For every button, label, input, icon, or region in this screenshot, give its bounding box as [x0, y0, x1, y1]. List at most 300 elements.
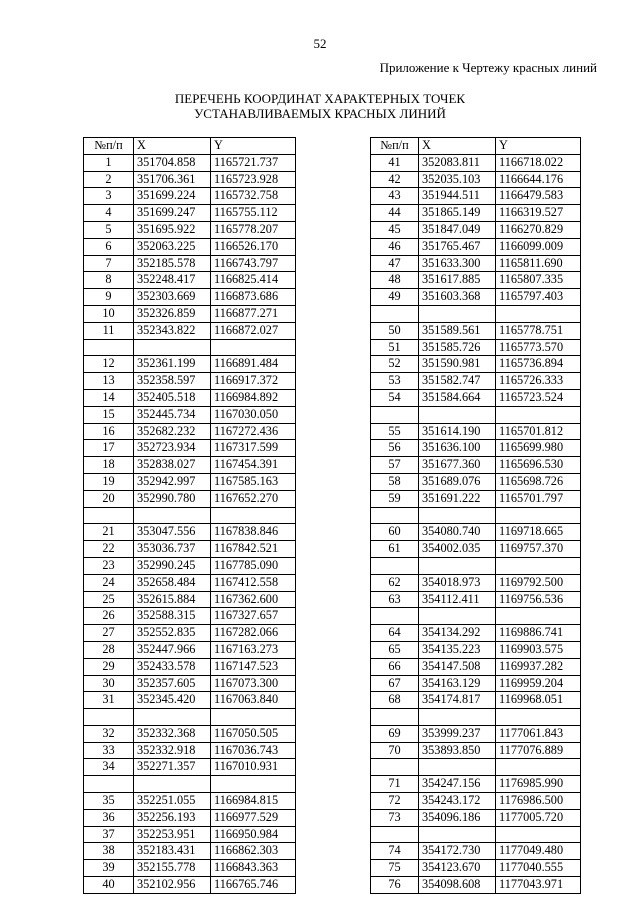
x-coordinate-cell	[134, 709, 211, 726]
point-number-cell: 8	[84, 272, 134, 289]
table-row	[84, 692, 296, 709]
table-row	[84, 793, 296, 810]
table-row	[84, 490, 296, 507]
y-coordinate-cell	[211, 339, 296, 356]
point-number-cell: 74	[371, 843, 419, 860]
table-row	[84, 272, 296, 289]
x-coordinate-cell: 352332.918	[134, 742, 211, 759]
table-row	[371, 389, 581, 406]
table-row	[371, 238, 581, 255]
x-coordinate-cell	[419, 608, 496, 625]
x-coordinate-cell: 351695.922	[134, 221, 211, 238]
point-number-cell: 14	[84, 389, 134, 406]
x-coordinate-cell	[134, 339, 211, 356]
point-number-cell: 70	[371, 742, 419, 759]
y-coordinate-cell	[496, 507, 581, 524]
x-coordinate-cell	[419, 305, 496, 322]
y-coordinate-cell: 1177043.971	[496, 877, 581, 894]
y-coordinate-cell: 1165723.524	[496, 389, 581, 406]
point-number-cell: 50	[371, 322, 419, 339]
x-coordinate-cell: 352361.199	[134, 356, 211, 373]
y-coordinate-cell: 1166843.363	[211, 860, 296, 877]
x-coordinate-cell: 352248.417	[134, 272, 211, 289]
table-row	[84, 171, 296, 188]
x-coordinate-cell: 352185.578	[134, 255, 211, 272]
y-coordinate-cell: 1166950.984	[211, 826, 296, 843]
x-coordinate-cell: 351847.049	[419, 221, 496, 238]
table-row	[371, 457, 581, 474]
point-number-cell	[371, 305, 419, 322]
y-coordinate-cell	[496, 759, 581, 776]
table-row	[84, 423, 296, 440]
table-row	[84, 809, 296, 826]
point-number-cell	[84, 339, 134, 356]
x-coordinate-cell: 352990.780	[134, 490, 211, 507]
table-row	[84, 305, 296, 322]
y-coordinate-cell	[496, 826, 581, 843]
table-row	[84, 406, 296, 423]
table-row	[371, 188, 581, 205]
y-coordinate-cell: 1165721.737	[211, 154, 296, 171]
point-number-cell: 11	[84, 322, 134, 339]
table-header-row	[371, 138, 581, 155]
y-coordinate-cell	[496, 709, 581, 726]
y-coordinate-cell	[211, 507, 296, 524]
point-number-cell: 36	[84, 809, 134, 826]
x-coordinate-cell: 352405.518	[134, 389, 211, 406]
x-coordinate-cell: 352357.605	[134, 675, 211, 692]
x-coordinate-cell: 352343.822	[134, 322, 211, 339]
y-coordinate-cell: 1166891.484	[211, 356, 296, 373]
x-coordinate-cell: 354002.035	[419, 541, 496, 558]
point-number-cell: 22	[84, 541, 134, 558]
point-number-cell	[84, 507, 134, 524]
y-coordinate-cell: 1169757.370	[496, 541, 581, 558]
table-row	[84, 826, 296, 843]
x-coordinate-cell: 351585.726	[419, 339, 496, 356]
point-number-cell: 17	[84, 440, 134, 457]
table-separator-row	[371, 305, 581, 322]
table-row	[84, 389, 296, 406]
point-number-cell: 27	[84, 625, 134, 642]
y-coordinate-cell: 1165696.530	[496, 457, 581, 474]
y-coordinate-cell: 1165736.894	[496, 356, 581, 373]
x-coordinate-cell: 351691.222	[419, 490, 496, 507]
header-x: X	[419, 138, 496, 155]
x-coordinate-cell: 354018.973	[419, 574, 496, 591]
x-coordinate-cell: 354080.740	[419, 524, 496, 541]
y-coordinate-cell: 1167362.600	[211, 591, 296, 608]
y-coordinate-cell: 1177076.889	[496, 742, 581, 759]
table-row	[84, 373, 296, 390]
y-coordinate-cell: 1165723.928	[211, 171, 296, 188]
header-y: Y	[496, 138, 581, 155]
point-number-cell: 25	[84, 591, 134, 608]
x-coordinate-cell: 351677.360	[419, 457, 496, 474]
table-row	[371, 541, 581, 558]
y-coordinate-cell: 1165732.758	[211, 188, 296, 205]
point-number-cell: 67	[371, 675, 419, 692]
x-coordinate-cell: 352682.232	[134, 423, 211, 440]
table-row	[84, 759, 296, 776]
table-row	[371, 524, 581, 541]
y-coordinate-cell: 1166917.372	[211, 373, 296, 390]
point-number-cell: 65	[371, 641, 419, 658]
point-number-cell: 1	[84, 154, 134, 171]
point-number-cell: 56	[371, 440, 419, 457]
table-row	[371, 440, 581, 457]
table-row	[84, 221, 296, 238]
x-coordinate-cell: 352332.368	[134, 725, 211, 742]
y-coordinate-cell: 1166479.583	[496, 188, 581, 205]
table-separator-row	[371, 709, 581, 726]
table-row	[84, 641, 296, 658]
y-coordinate-cell: 1166984.815	[211, 793, 296, 810]
y-coordinate-cell: 1167585.163	[211, 473, 296, 490]
table-row	[371, 322, 581, 339]
table-row	[84, 541, 296, 558]
x-coordinate-cell: 352083.811	[419, 154, 496, 171]
point-number-cell: 7	[84, 255, 134, 272]
point-number-cell: 68	[371, 692, 419, 709]
y-coordinate-cell: 1169718.665	[496, 524, 581, 541]
y-coordinate-cell: 1165755.112	[211, 205, 296, 222]
table-separator-row	[371, 608, 581, 625]
x-coordinate-cell: 351582.747	[419, 373, 496, 390]
x-coordinate-cell	[419, 406, 496, 423]
x-coordinate-cell: 352358.597	[134, 373, 211, 390]
y-coordinate-cell: 1165807.335	[496, 272, 581, 289]
point-number-cell: 32	[84, 725, 134, 742]
y-coordinate-cell: 1169756.536	[496, 591, 581, 608]
table-row	[84, 356, 296, 373]
y-coordinate-cell: 1166872.027	[211, 322, 296, 339]
y-coordinate-cell: 1167785.090	[211, 557, 296, 574]
y-coordinate-cell	[496, 557, 581, 574]
x-coordinate-cell: 353893.850	[419, 742, 496, 759]
x-coordinate-cell: 352838.027	[134, 457, 211, 474]
point-number-cell: 31	[84, 692, 134, 709]
y-coordinate-cell: 1167838.846	[211, 524, 296, 541]
y-coordinate-cell: 1166099.009	[496, 238, 581, 255]
y-coordinate-cell: 1169959.204	[496, 675, 581, 692]
y-coordinate-cell: 1167317.599	[211, 440, 296, 457]
table-row	[371, 793, 581, 810]
point-number-cell: 26	[84, 608, 134, 625]
coordinates-table-left	[83, 137, 296, 894]
y-coordinate-cell: 1169792.500	[496, 574, 581, 591]
y-coordinate-cell: 1166862.303	[211, 843, 296, 860]
x-coordinate-cell: 352256.193	[134, 809, 211, 826]
x-coordinate-cell: 352035.103	[419, 171, 496, 188]
x-coordinate-cell: 353036.737	[134, 541, 211, 558]
point-number-cell: 28	[84, 641, 134, 658]
point-number-cell: 6	[84, 238, 134, 255]
x-coordinate-cell: 352155.778	[134, 860, 211, 877]
y-coordinate-cell: 1167842.521	[211, 541, 296, 558]
table-row	[371, 641, 581, 658]
table-row	[371, 675, 581, 692]
table-row	[84, 658, 296, 675]
x-coordinate-cell: 351699.224	[134, 188, 211, 205]
point-number-cell: 60	[371, 524, 419, 541]
y-coordinate-cell: 1166977.529	[211, 809, 296, 826]
point-number-cell: 59	[371, 490, 419, 507]
x-coordinate-cell: 354174.817	[419, 692, 496, 709]
point-number-cell: 53	[371, 373, 419, 390]
table-row	[371, 843, 581, 860]
x-coordinate-cell: 351617.885	[419, 272, 496, 289]
x-coordinate-cell: 354134.292	[419, 625, 496, 642]
header-x: X	[134, 138, 211, 155]
x-coordinate-cell: 351944.511	[419, 188, 496, 205]
table-row	[84, 725, 296, 742]
point-number-cell: 15	[84, 406, 134, 423]
point-number-cell: 69	[371, 725, 419, 742]
point-number-cell: 34	[84, 759, 134, 776]
x-coordinate-cell	[419, 759, 496, 776]
table-row	[371, 742, 581, 759]
table-row	[84, 524, 296, 541]
appendix-caption: Приложение к Чертежу красных линий	[379, 60, 597, 75]
x-coordinate-cell: 353999.237	[419, 725, 496, 742]
table-header-row	[84, 138, 296, 155]
x-coordinate-cell: 351699.247	[134, 205, 211, 222]
y-coordinate-cell: 1165811.690	[496, 255, 581, 272]
point-number-cell	[84, 776, 134, 793]
point-number-cell: 24	[84, 574, 134, 591]
table-row	[84, 591, 296, 608]
point-number-cell: 23	[84, 557, 134, 574]
table-row	[371, 692, 581, 709]
y-coordinate-cell	[211, 709, 296, 726]
point-number-cell: 73	[371, 809, 419, 826]
point-number-cell: 41	[371, 154, 419, 171]
y-coordinate-cell	[496, 406, 581, 423]
y-coordinate-cell: 1167454.391	[211, 457, 296, 474]
point-number-cell: 3	[84, 188, 134, 205]
table-row	[84, 457, 296, 474]
y-coordinate-cell: 1165778.751	[496, 322, 581, 339]
table-row	[371, 373, 581, 390]
table-separator-row	[84, 339, 296, 356]
y-coordinate-cell: 1167163.273	[211, 641, 296, 658]
y-coordinate-cell: 1165698.726	[496, 473, 581, 490]
table-row	[371, 171, 581, 188]
coordinates-table-right	[370, 137, 581, 894]
y-coordinate-cell: 1176985.990	[496, 776, 581, 793]
y-coordinate-cell: 1169937.282	[496, 658, 581, 675]
y-coordinate-cell: 1166644.176	[496, 171, 581, 188]
table-row	[84, 608, 296, 625]
table-row	[84, 574, 296, 591]
x-coordinate-cell: 352063.225	[134, 238, 211, 255]
y-coordinate-cell: 1177061.843	[496, 725, 581, 742]
document-title	[0, 91, 640, 121]
x-coordinate-cell: 351614.190	[419, 423, 496, 440]
point-number-cell: 5	[84, 221, 134, 238]
point-number-cell: 46	[371, 238, 419, 255]
x-coordinate-cell: 352251.055	[134, 793, 211, 810]
x-coordinate-cell: 351633.300	[419, 255, 496, 272]
x-coordinate-cell: 351584.664	[419, 389, 496, 406]
y-coordinate-cell: 1167272.436	[211, 423, 296, 440]
y-coordinate-cell: 1165726.333	[496, 373, 581, 390]
point-number-cell	[371, 608, 419, 625]
y-coordinate-cell: 1165778.207	[211, 221, 296, 238]
point-number-cell	[371, 759, 419, 776]
title-line-2: УСТАНАВЛИВАЕМЫХ КРАСНЫХ ЛИНИЙ	[194, 106, 446, 121]
table-row	[84, 675, 296, 692]
table-row	[371, 877, 581, 894]
point-number-cell: 38	[84, 843, 134, 860]
y-coordinate-cell: 1166873.686	[211, 289, 296, 306]
table-row	[371, 255, 581, 272]
y-coordinate-cell: 1169968.051	[496, 692, 581, 709]
y-coordinate-cell: 1166718.022	[496, 154, 581, 171]
table-row	[84, 860, 296, 877]
x-coordinate-cell: 354112.411	[419, 591, 496, 608]
table-separator-row	[84, 709, 296, 726]
y-coordinate-cell	[496, 305, 581, 322]
y-coordinate-cell	[496, 608, 581, 625]
x-coordinate-cell: 354243.172	[419, 793, 496, 810]
y-coordinate-cell: 1166825.414	[211, 272, 296, 289]
point-number-cell: 20	[84, 490, 134, 507]
point-number-cell: 18	[84, 457, 134, 474]
point-number-cell: 58	[371, 473, 419, 490]
x-coordinate-cell	[419, 507, 496, 524]
point-number-cell: 71	[371, 776, 419, 793]
x-coordinate-cell: 354172.730	[419, 843, 496, 860]
point-number-cell: 12	[84, 356, 134, 373]
y-coordinate-cell: 1169886.741	[496, 625, 581, 642]
y-coordinate-cell: 1167073.300	[211, 675, 296, 692]
x-coordinate-cell: 352183.431	[134, 843, 211, 860]
x-coordinate-cell: 351765.467	[419, 238, 496, 255]
point-number-cell	[371, 507, 419, 524]
y-coordinate-cell: 1165773.570	[496, 339, 581, 356]
table-separator-row	[371, 557, 581, 574]
table-row	[371, 490, 581, 507]
table-separator-row	[371, 759, 581, 776]
table-row	[84, 188, 296, 205]
y-coordinate-cell: 1166984.892	[211, 389, 296, 406]
point-number-cell: 51	[371, 339, 419, 356]
point-number-cell: 33	[84, 742, 134, 759]
point-number-cell: 37	[84, 826, 134, 843]
x-coordinate-cell	[419, 709, 496, 726]
table-row	[84, 205, 296, 222]
table-row	[84, 843, 296, 860]
table-row	[371, 272, 581, 289]
point-number-cell: 63	[371, 591, 419, 608]
x-coordinate-cell: 351589.561	[419, 322, 496, 339]
title-line-1: ПЕРЕЧЕНЬ КООРДИНАТ ХАРАКТЕРНЫХ ТОЧЕК	[174, 91, 466, 106]
table-separator-row	[371, 826, 581, 843]
table-row	[371, 339, 581, 356]
x-coordinate-cell: 352253.951	[134, 826, 211, 843]
x-coordinate-cell: 352658.484	[134, 574, 211, 591]
point-number-cell	[84, 709, 134, 726]
point-number-cell: 44	[371, 205, 419, 222]
point-number-cell: 30	[84, 675, 134, 692]
point-number-cell: 4	[84, 205, 134, 222]
table-separator-row	[84, 776, 296, 793]
x-coordinate-cell: 354147.508	[419, 658, 496, 675]
point-number-cell: 55	[371, 423, 419, 440]
y-coordinate-cell: 1165701.812	[496, 423, 581, 440]
x-coordinate-cell: 352447.966	[134, 641, 211, 658]
y-coordinate-cell: 1165701.797	[496, 490, 581, 507]
table-separator-row	[371, 406, 581, 423]
point-number-cell: 35	[84, 793, 134, 810]
y-coordinate-cell: 1165699.980	[496, 440, 581, 457]
y-coordinate-cell: 1167063.840	[211, 692, 296, 709]
table-row	[371, 154, 581, 171]
y-coordinate-cell: 1167147.523	[211, 658, 296, 675]
point-number-cell: 72	[371, 793, 419, 810]
x-coordinate-cell	[419, 826, 496, 843]
x-coordinate-cell: 352552.835	[134, 625, 211, 642]
point-number-cell	[371, 406, 419, 423]
x-coordinate-cell: 352102.956	[134, 877, 211, 894]
table-row	[371, 860, 581, 877]
x-coordinate-cell: 352303.669	[134, 289, 211, 306]
y-coordinate-cell: 1167282.066	[211, 625, 296, 642]
x-coordinate-cell: 353047.556	[134, 524, 211, 541]
y-coordinate-cell	[211, 776, 296, 793]
point-number-cell: 2	[84, 171, 134, 188]
y-coordinate-cell: 1177040.555	[496, 860, 581, 877]
x-coordinate-cell: 352445.734	[134, 406, 211, 423]
point-number-cell: 19	[84, 473, 134, 490]
header-y: Y	[211, 138, 296, 155]
x-coordinate-cell: 352326.859	[134, 305, 211, 322]
table-row	[371, 625, 581, 642]
table-row	[371, 809, 581, 826]
header-number: №п/п	[84, 138, 134, 155]
table-row	[84, 238, 296, 255]
x-coordinate-cell: 354247.156	[419, 776, 496, 793]
y-coordinate-cell: 1177049.480	[496, 843, 581, 860]
table-separator-row	[371, 507, 581, 524]
point-number-cell: 42	[371, 171, 419, 188]
y-coordinate-cell: 1166270.829	[496, 221, 581, 238]
point-number-cell: 29	[84, 658, 134, 675]
table-row	[371, 356, 581, 373]
y-coordinate-cell: 1177005.720	[496, 809, 581, 826]
y-coordinate-cell: 1167652.270	[211, 490, 296, 507]
point-number-cell: 64	[371, 625, 419, 642]
point-number-cell: 47	[371, 255, 419, 272]
x-coordinate-cell: 354163.129	[419, 675, 496, 692]
y-coordinate-cell: 1166877.271	[211, 305, 296, 322]
y-coordinate-cell: 1169903.575	[496, 641, 581, 658]
table-row	[84, 473, 296, 490]
point-number-cell: 21	[84, 524, 134, 541]
x-coordinate-cell: 351603.368	[419, 289, 496, 306]
table-separator-row	[84, 507, 296, 524]
table-row	[371, 205, 581, 222]
x-coordinate-cell: 352990.245	[134, 557, 211, 574]
x-coordinate-cell: 352723.934	[134, 440, 211, 457]
y-coordinate-cell: 1167036.743	[211, 742, 296, 759]
table-row	[371, 658, 581, 675]
point-number-cell: 16	[84, 423, 134, 440]
table-row	[84, 877, 296, 894]
point-number-cell: 39	[84, 860, 134, 877]
